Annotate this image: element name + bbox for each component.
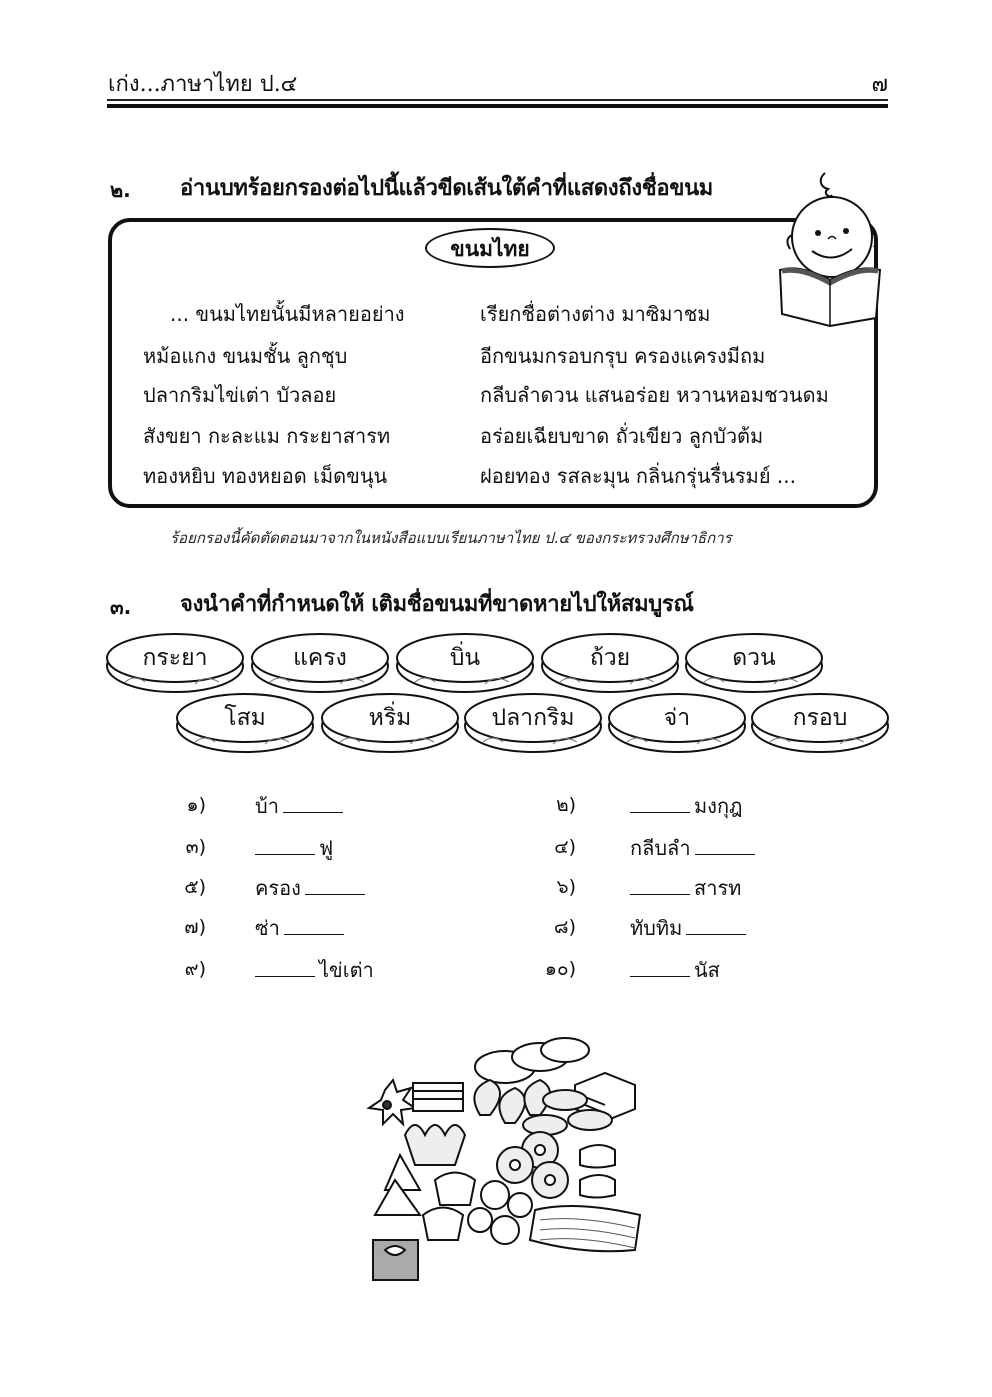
word-bank-label: ปลากริม bbox=[491, 705, 575, 731]
question-text: กลีบลำ bbox=[630, 836, 691, 860]
header-rule-thin bbox=[107, 99, 888, 101]
poem-left-line-4: สังขยา กะละแม กระยาสารท bbox=[143, 424, 391, 448]
answer-blank[interactable] bbox=[630, 975, 690, 977]
question-5[interactable] bbox=[255, 872, 369, 904]
poem-left-line-1: ... ขนมไทยนั้นมีหลายอย่าง bbox=[170, 302, 405, 326]
word-bank-item bbox=[320, 692, 460, 754]
question-6[interactable] bbox=[630, 872, 741, 904]
word-bank-item bbox=[540, 632, 680, 694]
question-text: ครอง bbox=[255, 876, 301, 900]
poem-right-line-5: ฝอยทอง รสละมุน กลิ่นกรุ่นรื่นรมย์ ... bbox=[480, 464, 796, 488]
poem-right-line-1: เรียกชื่อต่างต่าง มาซิมาชม bbox=[480, 302, 711, 326]
boy-reading-book-icon bbox=[770, 165, 890, 330]
question-text: บ้า bbox=[255, 794, 279, 818]
word-bank-label: ดวน bbox=[732, 645, 776, 671]
word-bank-label: กรอบ bbox=[792, 705, 848, 731]
section2-number: ๒. bbox=[110, 178, 131, 202]
question-number: ๓) bbox=[185, 836, 206, 858]
word-bank-label: กระยา bbox=[142, 645, 208, 671]
question-8[interactable] bbox=[630, 912, 750, 944]
question-text: สารท bbox=[694, 876, 742, 900]
question-text: ทับทิม bbox=[630, 916, 683, 940]
answer-blank[interactable] bbox=[255, 853, 315, 855]
header-rule-thick bbox=[107, 104, 888, 108]
question-number: ๖) bbox=[556, 876, 576, 898]
answer-blank[interactable] bbox=[283, 811, 343, 813]
question-text: ไข่เต่า bbox=[319, 958, 374, 982]
poem-title: ขนมไทย bbox=[425, 228, 555, 268]
question-text: ฟู bbox=[319, 836, 334, 860]
word-bank-item bbox=[750, 692, 890, 754]
section3-instruction: จงนำคำที่กำหนดให้ เติมชื่อขนมที่ขาดหายไปให้สมบูรณ์ bbox=[180, 592, 694, 617]
question-number: ๑) bbox=[186, 794, 206, 816]
question-text: ซ่า bbox=[255, 916, 280, 940]
word-bank-label: จ่า bbox=[663, 705, 691, 731]
question-number: ๒) bbox=[556, 794, 576, 816]
poem-source-caption: ร้อยกรองนี้คัดตัดตอนมาจากในหนังสือแบบเรียนภาษาไทย ป.๔ ของกระทรวงศึกษาธิการ bbox=[170, 529, 732, 547]
section2-instruction: อ่านบทร้อยกรองต่อไปนี้แล้วขีดเส้นใต้คำที่แสดงถึงชื่อขนม bbox=[180, 176, 714, 201]
question-10[interactable] bbox=[630, 954, 720, 986]
question-number: ๗) bbox=[184, 916, 206, 938]
word-bank-label: โสม bbox=[224, 705, 266, 731]
word-bank-label: หริ่ม bbox=[368, 705, 412, 731]
word-bank-label: บิ่น bbox=[449, 645, 481, 671]
answer-blank[interactable] bbox=[695, 853, 755, 855]
poem-left-line-5: ทองหยิบ ทองหยอด เม็ดขนุน bbox=[143, 464, 388, 488]
page-number: ๗ bbox=[871, 72, 888, 97]
question-4[interactable] bbox=[630, 832, 759, 864]
word-bank-item bbox=[175, 692, 315, 754]
word-bank-label: แครง bbox=[293, 645, 347, 671]
question-text: มงกุฎ bbox=[694, 794, 743, 818]
answer-blank[interactable] bbox=[284, 933, 344, 935]
word-bank-label: ถ้วย bbox=[589, 645, 631, 671]
question-7[interactable] bbox=[255, 912, 348, 944]
poem-right-line-2: อีกขนมกรอบกรุบ ครองแครงมีถม bbox=[480, 344, 766, 368]
poem-right-line-4: อร่อยเฉียบขาด ถั่วเขียว ลูกบัวต้ม bbox=[480, 424, 764, 448]
word-bank-item bbox=[607, 692, 747, 754]
thai-desserts-illustration-icon bbox=[355, 1035, 675, 1285]
poem-left-line-3: ปลากริมไข่เต่า บัวลอย bbox=[143, 383, 337, 407]
word-bank-item bbox=[105, 632, 245, 694]
word-bank-item bbox=[463, 692, 603, 754]
answer-blank[interactable] bbox=[686, 933, 746, 935]
question-number: ๕) bbox=[184, 876, 206, 898]
word-bank-item bbox=[250, 632, 390, 694]
word-bank-item bbox=[684, 632, 824, 694]
question-3[interactable] bbox=[255, 832, 333, 864]
question-text: นัส bbox=[694, 958, 720, 982]
poem-left-line-2: หม้อแกง ขนมชั้น ลูกชุบ bbox=[143, 344, 348, 368]
answer-blank[interactable] bbox=[255, 975, 315, 977]
answer-blank[interactable] bbox=[305, 893, 365, 895]
answer-blank[interactable] bbox=[630, 893, 690, 895]
word-bank-item bbox=[395, 632, 535, 694]
section3-number: ๓. bbox=[110, 595, 132, 619]
question-number: ๑๐) bbox=[544, 958, 576, 980]
book-title: เก่ง...ภาษาไทย ป.๔ bbox=[108, 72, 298, 97]
poem-right-line-3: กลีบลำดวน แสนอร่อย หวานหอมชวนดม bbox=[480, 383, 829, 407]
question-number: ๘) bbox=[553, 916, 576, 938]
question-number: ๔) bbox=[554, 836, 576, 858]
question-9[interactable] bbox=[255, 954, 374, 986]
answer-blank[interactable] bbox=[630, 811, 690, 813]
question-number: ๙) bbox=[184, 958, 206, 980]
question-2[interactable] bbox=[630, 790, 743, 822]
question-1[interactable] bbox=[255, 790, 347, 822]
